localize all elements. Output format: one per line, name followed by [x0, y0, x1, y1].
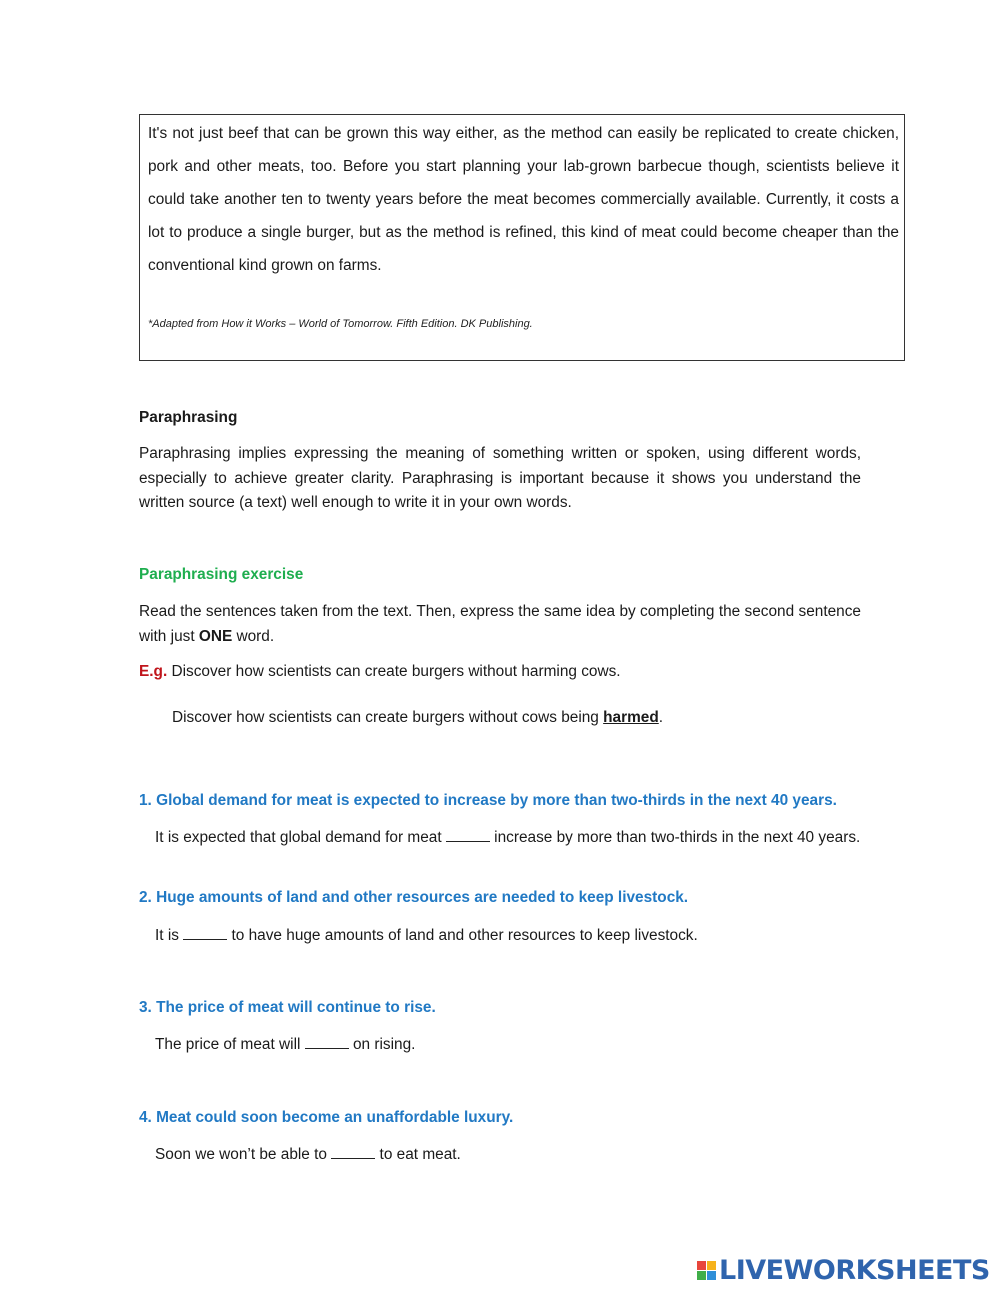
example-answer [172, 709, 872, 727]
liveworksheets-logo [697, 1255, 990, 1285]
paraphrasing-heading: Paraphrasing [139, 409, 238, 426]
exercise-heading: Paraphrasing exercise [139, 566, 304, 583]
item-3-after: on rising. [348, 1036, 416, 1053]
item-3-before: The price of meat will [155, 1036, 305, 1053]
example-label: E.g. [139, 663, 168, 680]
item-2-sentence [155, 926, 877, 945]
example-answer-text: Discover how scientists can create burgers without cows being [172, 709, 604, 726]
item-2-after: to have huge amounts of land and other resources to keep livestock. [227, 927, 698, 944]
instruction-bold: ONE [198, 627, 233, 645]
item-3-sentence [155, 1035, 877, 1054]
item-1-blank-input[interactable] [446, 828, 490, 842]
item-1-before: It is expected that global demand for meat [155, 829, 446, 846]
item-2-prompt: 2. Huge amounts of land and other resources are needed to keep livestock. [139, 889, 689, 906]
item-2-blank-input[interactable] [183, 926, 227, 940]
item-3-blank-input[interactable] [305, 1035, 349, 1049]
example-answer-end: . [658, 709, 664, 726]
paraphrasing-body: Paraphrasing implies expressing the meaning of something written or spoken, using different words, especially to achieve greater clarity. Paraphrasing is important because it shows you understand the written source (a text) well enough to write it in your own words. [139, 445, 861, 511]
logo-block [707, 1261, 716, 1270]
example-sentence [139, 663, 861, 681]
item-4-sentence [155, 1145, 877, 1164]
instruction-end: word. [232, 627, 275, 645]
item-1-after: increase by more than two-thirds in the next 40 years. [489, 829, 861, 846]
passage-text: It's not just beef that can be grown this way either, as the method can easily be replicated to create chicken, pork and other meats, too. Before you start planning your lab-grown barbecue though, scientists believe it could take another ten to twenty years before the meat becomes commercially available. Currently, it costs a lot to produce a single burger, but as the method is refined, this kind of meat could become cheaper than the conventional kind grown on farms. [148, 125, 899, 274]
item-4-blank-input[interactable] [331, 1145, 375, 1159]
logo-block [697, 1271, 706, 1280]
logo-block [707, 1271, 716, 1280]
item-4-prompt: 4. Meat could soon become an unaffordable luxury. [139, 1109, 514, 1126]
passage-source: *Adapted from How it Works – World of Tomorrow. Fifth Edition. DK Publishing. [148, 318, 533, 330]
item-2-before: It is [155, 927, 184, 944]
source-text-box [139, 114, 905, 361]
item-1-prompt: 1. Global demand for meat is expected to increase by more than two-thirds in the next 40 years. [139, 792, 837, 809]
example-answer-word: harmed [603, 709, 659, 726]
item-4-before: Soon we won’t be able to [155, 1146, 332, 1163]
item-4-after: to eat meat. [375, 1146, 461, 1163]
logo-block [697, 1261, 706, 1270]
logo-text: LIVEWORKSHEETS [719, 1254, 990, 1286]
item-1-sentence [139, 826, 861, 851]
instruction-text: Read the sentences taken from the text. Then, express the same idea by completing the second sentence with just [139, 603, 861, 645]
example-text: Discover how scientists can create burgers without harming cows. [167, 663, 621, 680]
logo-blocks-icon [697, 1261, 716, 1280]
exercise-instruction [139, 600, 861, 649]
item-3-prompt: 3. The price of meat will continue to rise. [139, 999, 436, 1016]
